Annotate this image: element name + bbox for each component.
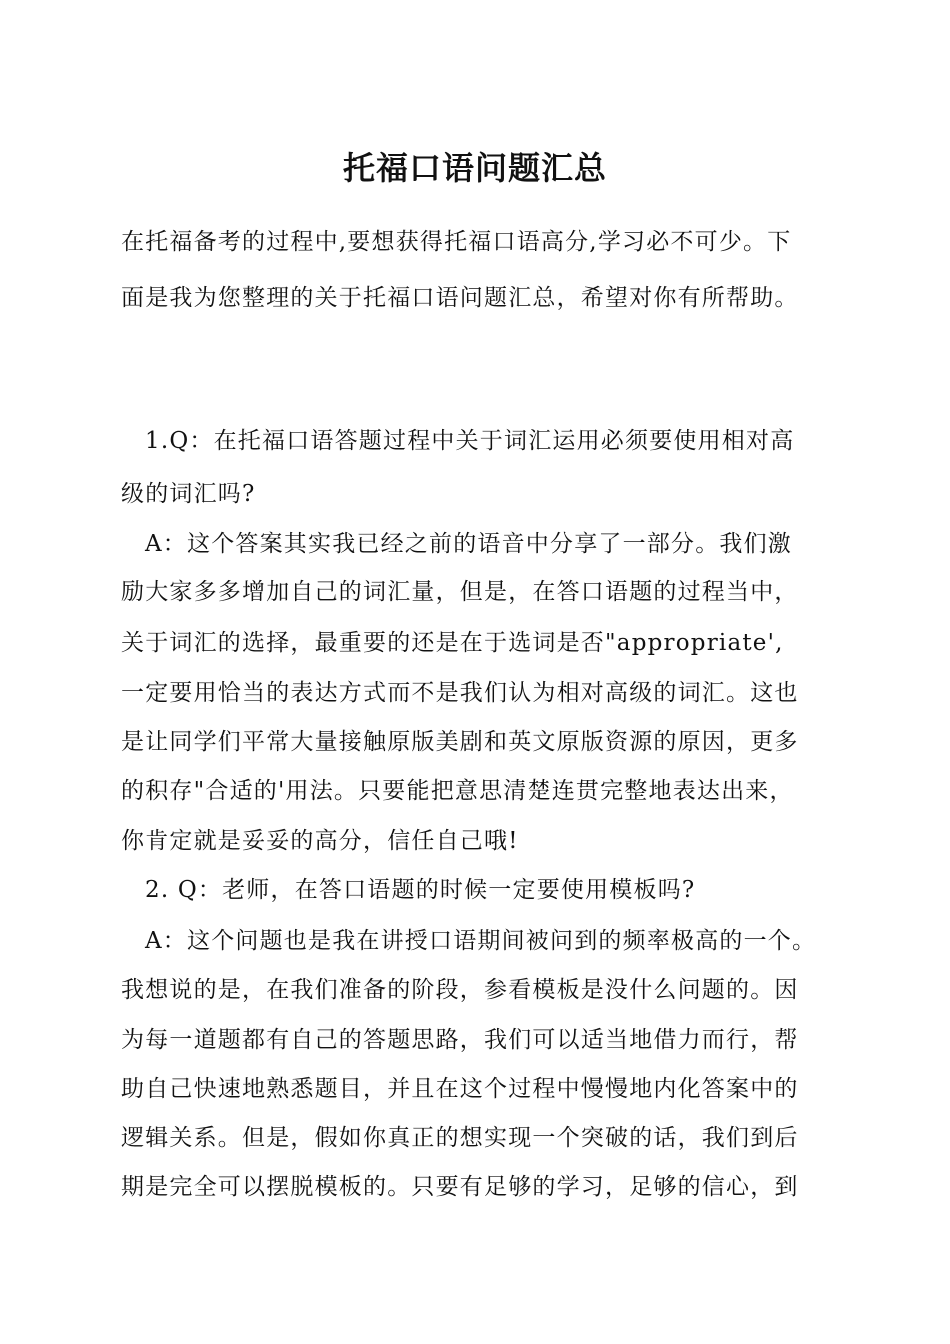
intro-line: 在托福备考的过程中,要想获得托福口语高分,学习必不可少。下	[121, 229, 792, 255]
answer-line: 助自己快速地熟悉题目，并且在这个过程中慢慢地内化答案中的	[121, 1076, 799, 1102]
answer-line: A：这个问题也是我在讲授口语期间被问到的频率极高的一个。	[145, 928, 817, 954]
answer-line: 逻辑关系。但是，假如你真正的想实现一个突破的话，我们到后	[121, 1125, 799, 1151]
intro-line: 面是我为您整理的关于托福口语问题汇总，希望对你有所帮助。	[121, 285, 799, 311]
answer-line: A：这个答案其实我已经之前的语音中分享了一部分。我们激	[145, 531, 793, 557]
question-line: 2. Q：老师，在答口语题的时候一定要使用模板吗?	[145, 877, 696, 903]
answer-line: 是让同学们平常大量接触原版美剧和英文原版资源的原因，更多	[121, 729, 799, 755]
question-line: 1.Q：在托福口语答题过程中关于词汇运用必须要使用相对高	[145, 428, 795, 454]
answer-line: 期是完全可以摆脱模板的。只要有足够的学习，足够的信心，到	[121, 1174, 799, 1200]
answer-line: 关于词汇的选择，最重要的还是在于选词是否"appropriate',	[121, 630, 784, 656]
answer-line: 我想说的是，在我们准备的阶段，参看模板是没什么问题的。因	[121, 977, 799, 1003]
question-line: 级的词汇吗?	[121, 481, 256, 507]
answer-line: 的积存"合适的'用法。只要能把意思清楚连贯完整地表达出来，	[121, 778, 794, 804]
answer-line: 一定要用恰当的表达方式而不是我们认为相对高级的词汇。这也	[121, 680, 799, 706]
answer-line: 为每一道题都有自己的答题思路，我们可以适当地借力而行，帮	[121, 1027, 799, 1053]
answer-line: 你肯定就是妥妥的高分，信任自己哦!	[121, 828, 519, 854]
answer-line: 励大家多多增加自己的词汇量，但是，在答口语题的过程当中，	[121, 579, 799, 605]
document-title: 托福口语问题汇总	[342, 149, 607, 187]
